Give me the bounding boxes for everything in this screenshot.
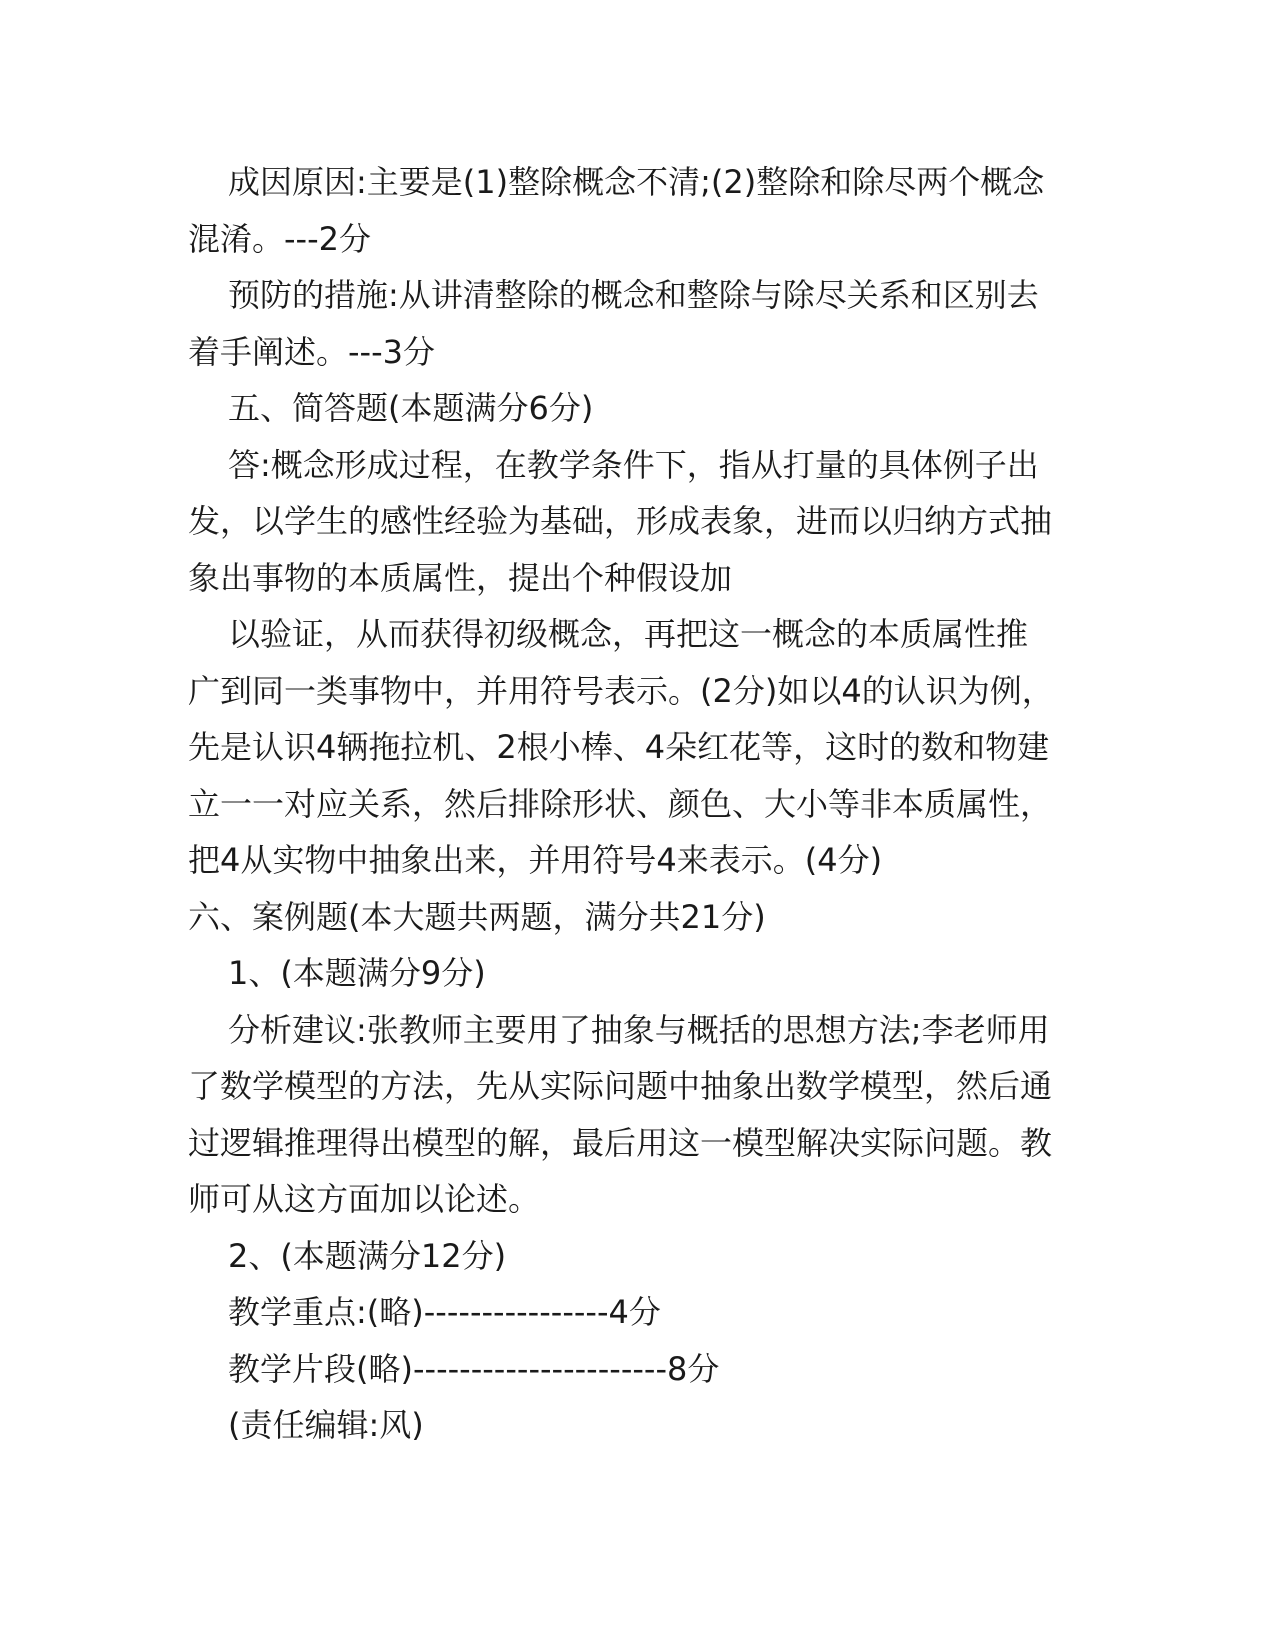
text-line: 过逻辑推理得出模型的解，最后用这一模型解决实际问题。教	[188, 1123, 1053, 1162]
text-line: 着手阐述。---3分	[188, 332, 436, 371]
text-line: 把4从实物中抽象出来，并用符号4来表示。(4分)	[188, 841, 883, 879]
text-line: 发，以学生的感性经验为基础，形成表象，进而以归纳方式抽	[188, 502, 1053, 540]
editor-credit	[188, 1397, 1088, 1454]
text-line: 预防的措施:从讲清整除的概念和整除与除尽关系和区别去	[228, 276, 1039, 314]
text-line: 答:概念形成过程，在教学条件下，指从打量的具体例子出	[228, 445, 1039, 484]
text-line: 混淆。---2分	[188, 219, 372, 258]
text-line: 教学重点:(略)----------------4分	[228, 1293, 661, 1331]
text-line: 立一一对应关系，然后排除形状、颜色、大小等非本质属性，	[188, 784, 1053, 823]
teaching-focus-line	[188, 1284, 1088, 1341]
text-line: 五、简答题(本题满分6分)	[228, 389, 594, 427]
paragraph-verification	[188, 606, 1088, 889]
question-2-heading	[188, 1228, 1088, 1285]
section-heading-short-answer	[188, 380, 1088, 437]
text-line: 成因原因:主要是(1)整除概念不清;(2)整除和除尽两个概念	[228, 163, 1045, 201]
text-line: 分析建议:张教师主要用了抽象与概括的思想方法;李老师用	[228, 1010, 1050, 1049]
question-1-heading	[188, 945, 1088, 1002]
paragraph-analysis	[188, 1002, 1088, 1228]
text-line: 了数学模型的方法，先从实际问题中抽象出数学模型，然后通	[188, 1067, 1053, 1105]
teaching-segment-line	[188, 1341, 1088, 1398]
text-line: 象出事物的本质属性，提出个种假设加	[188, 558, 733, 597]
text-line: 广到同一类事物中，并用符号表示。(2分)如以4的认识为例，	[188, 671, 1054, 710]
text-line: 教学片段(略)----------------------8分	[228, 1349, 720, 1388]
paragraph-answer	[188, 437, 1088, 607]
text-line: (责任编辑:风)	[228, 1406, 424, 1444]
text-line: 2、(本题满分12分)	[228, 1236, 507, 1275]
text-line: 先是认识4辆拖拉机、2根小棒、4朵红花等，这时的数和物建	[188, 728, 1050, 766]
section-heading-case-study	[188, 889, 1088, 946]
text-line: 师可从这方面加以论述。	[188, 1180, 541, 1218]
text-line: 以验证，从而获得初级概念，再把这一概念的本质属性推	[228, 615, 1029, 653]
text-line: 六、案例题(本大题共两题，满分共21分)	[188, 897, 766, 936]
paragraph-prevention	[188, 267, 1088, 380]
document-body	[188, 154, 1088, 1454]
text-line: 1、(本题满分9分)	[228, 954, 486, 992]
paragraph-cause	[188, 154, 1088, 267]
